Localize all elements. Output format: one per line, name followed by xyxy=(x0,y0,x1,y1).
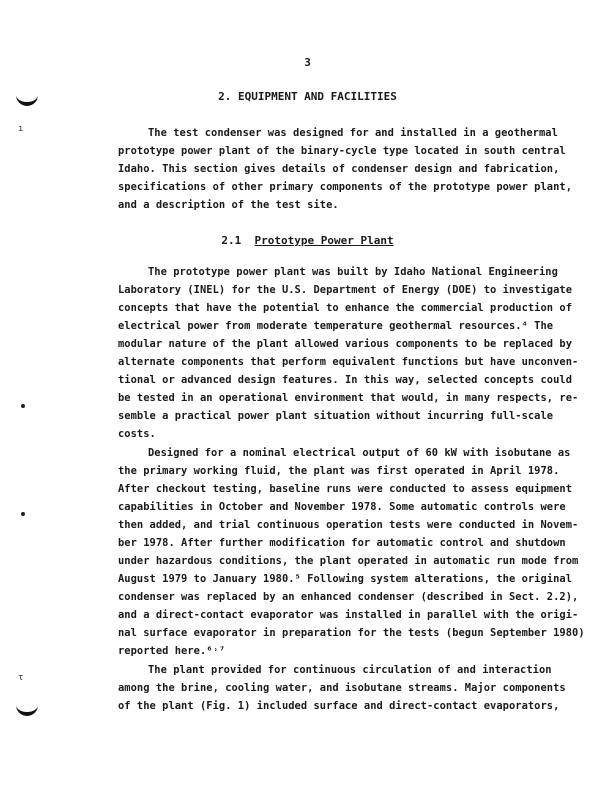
text-line: Designed for a nominal electrical output of 60 kW with isobutane as xyxy=(148,447,571,459)
margin-mark: ı xyxy=(18,124,24,134)
subsection-title: Prototype Power Plant xyxy=(254,234,394,247)
text-line: of the plant (Fig. 1) included surface and direct-contact evaporators, xyxy=(118,700,560,712)
text-line: the primary working fluid, the plant was first operated in April 1978. xyxy=(118,465,560,477)
margin-mark: τ xyxy=(18,673,24,683)
text-line: condenser was replaced by an enhanced condenser (described in Sect. 2.2), xyxy=(118,591,579,603)
text-line: capabilities in October and November 1978. Some automatic controls were xyxy=(118,501,566,513)
text-line: alternate components that perform equivalent functions but have unconven- xyxy=(118,356,579,368)
text-line: electrical power from moderate temperature geothermal resources.⁴ The xyxy=(118,320,554,332)
text-line: specifications of other primary components of the prototype power plant, xyxy=(118,181,573,193)
text-line: prototype power plant of the binary-cycle type located in south central xyxy=(118,145,566,157)
text-line: be tested in an operational environment that would, in many respects, re- xyxy=(118,392,579,404)
page-number: 3 xyxy=(304,56,311,69)
text-line: Idaho. This section gives details of condenser design and fabrication, xyxy=(118,163,560,175)
text-line: concepts that have the potential to enhance the commercial production of xyxy=(118,302,573,314)
text-line: After checkout testing, baseline runs were conducted to assess equipment xyxy=(118,483,573,495)
binder-punch-mark xyxy=(16,702,38,716)
text-line: Laboratory (INEL) for the U.S. Department of Energy (DOE) to investigate xyxy=(118,284,573,296)
subsection-number: 2.1 xyxy=(221,234,242,247)
text-line: under hazardous conditions, the plant operated in automatic run mode from xyxy=(118,555,579,567)
text-line: The plant provided for continuous circulation of and interaction xyxy=(148,664,552,676)
text-line: modular nature of the plant allowed various components to be replaced by xyxy=(118,338,573,350)
text-line: The test condenser was designed for and installed in a geothermal xyxy=(148,127,558,139)
text-line: reported here.⁶˒⁷ xyxy=(118,645,226,657)
margin-dot xyxy=(21,404,25,408)
text-line: The prototype power plant was built by Idaho National Engineering xyxy=(148,266,558,278)
text-line: costs. xyxy=(118,428,156,440)
text-line: then added, and trial continuous operation tests were conducted in Novem- xyxy=(118,519,579,531)
text-line: tional or advanced design features. In this way, selected concepts could xyxy=(118,374,573,386)
text-line: and a direct-contact evaporator was installed in parallel with the origi- xyxy=(118,609,579,621)
margin-dot xyxy=(21,512,25,516)
text-line: among the brine, cooling water, and isobutane streams. Major components xyxy=(118,682,566,694)
text-line: semble a practical power plant situation without incurring full-scale xyxy=(118,410,554,422)
text-line: and a description of the test site. xyxy=(118,199,339,211)
text-line: nal surface evaporator in preparation for the tests (begun September 1980) xyxy=(118,627,585,639)
section-heading: 2. EQUIPMENT AND FACILITIES xyxy=(218,90,397,103)
subsection-heading xyxy=(0,234,615,247)
text-line: ber 1978. After further modification for automatic control and shutdown xyxy=(118,537,566,549)
text-line: August 1979 to January 1980.⁵ Following system alterations, the original xyxy=(118,573,573,585)
